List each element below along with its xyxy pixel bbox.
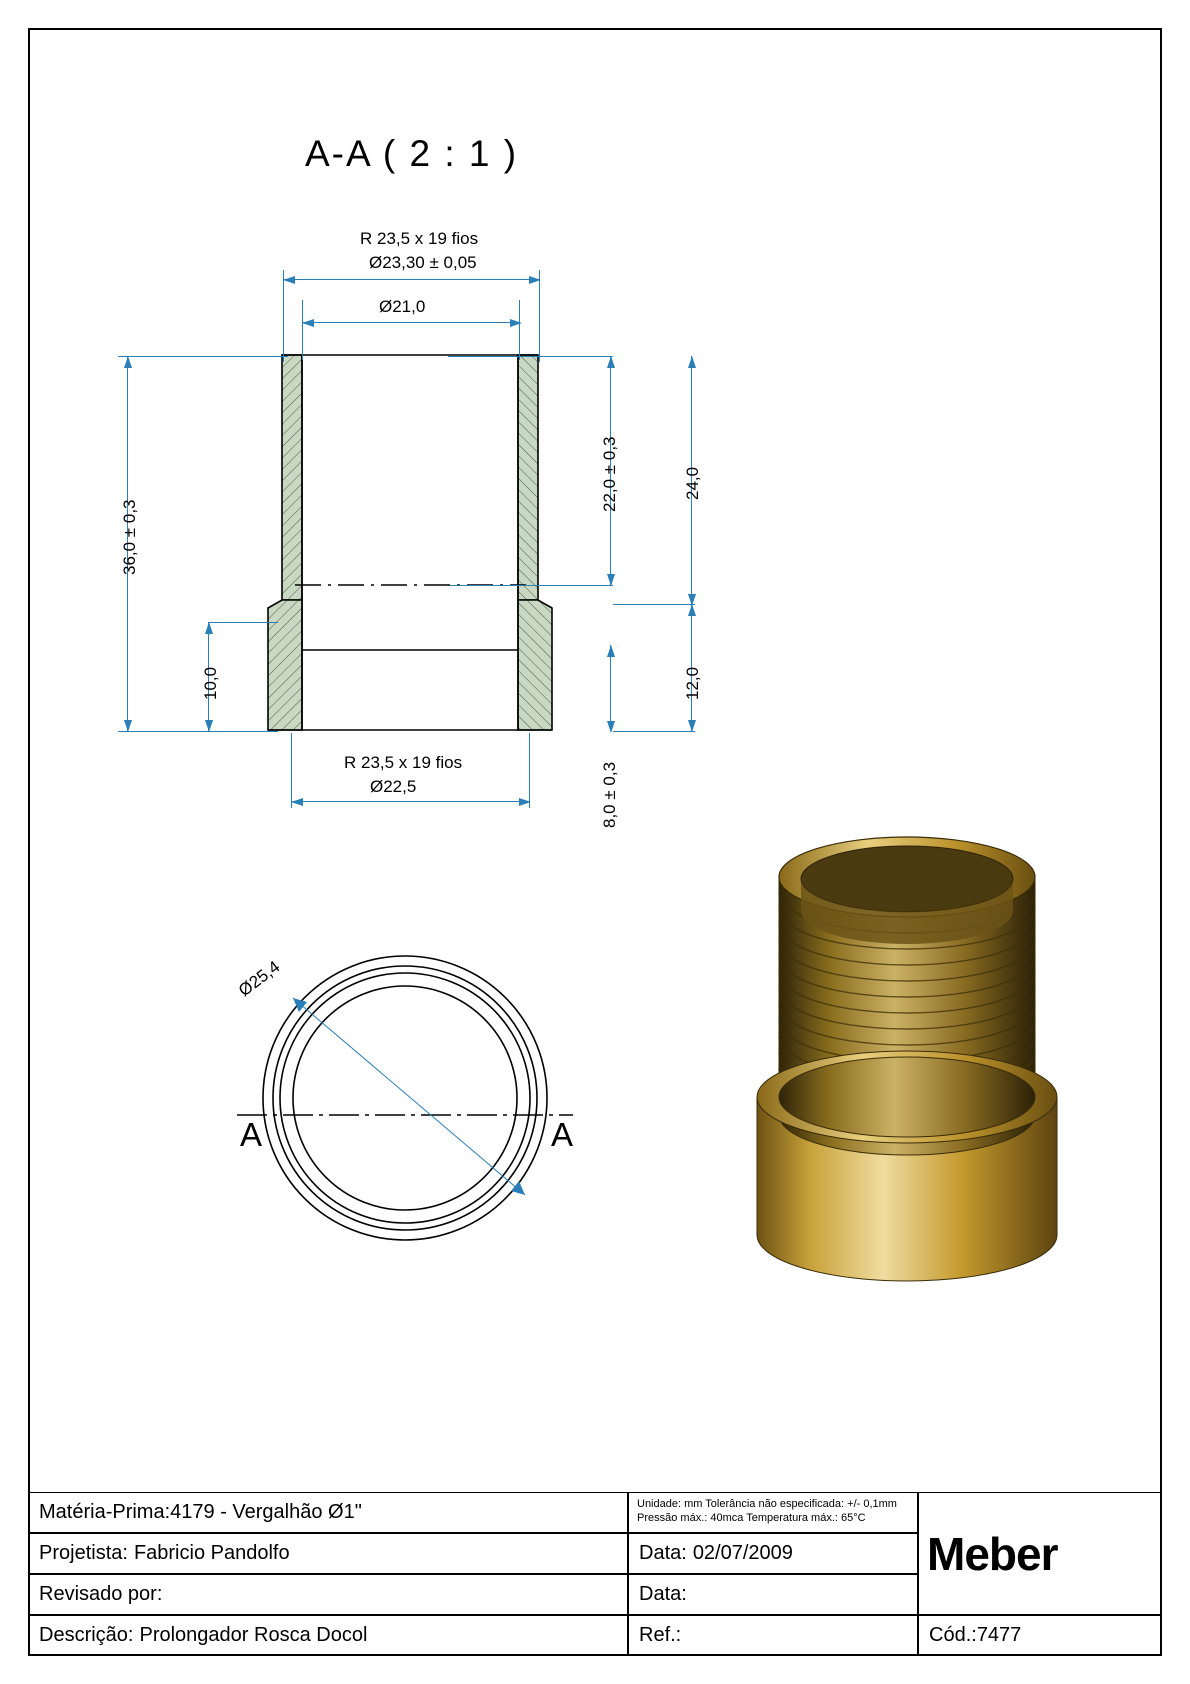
descricao-label: Descrição: [39,1624,134,1646]
materia-prima-row [28,1492,628,1533]
dim-10: 10,0 [201,666,220,700]
dim-arrows-od [279,272,545,288]
data1-label: Data: [639,1542,687,1564]
dim-thread-top-1: R 23,5 x 19 fios [360,229,479,248]
dim-bore-dia: Ø21,0 [379,297,426,316]
descricao-value: Prolongador Rosca Docol [139,1624,368,1646]
isometric-model [745,815,1075,1315]
data1-value: 02/07/2009 [692,1542,793,1564]
section-mark-right: A [551,1116,574,1153]
dim-thread-bottom-2: Ø22,5 [370,777,417,796]
dim-upper-thread-length: 22,0 ± 0,3 [600,436,619,512]
notes-cell [628,1492,918,1533]
projetista-value: Fabricio Pandolfo [133,1542,290,1564]
cod-row [918,1615,1162,1656]
title-block [28,1492,1162,1656]
brand-logo: Meber [927,1527,1058,1580]
ext-line [613,731,695,732]
cod-value: 7477 [976,1624,1022,1646]
data2-label: Data: [639,1583,687,1605]
data2-row [628,1574,918,1615]
ext-line [118,356,288,357]
dim-8: 8,0 ± 0,3 [600,761,619,828]
dim-overall-length: 36,0 ± 0,3 [120,499,139,575]
ext-line [450,585,613,586]
revisado-row [28,1574,628,1615]
dim-outer-dia: Ø25,4 [235,957,284,1001]
ref-row [628,1615,918,1656]
section-mark-left: A [240,1116,263,1153]
ext-line [613,604,695,605]
notes-line-2: Pressão máx.: 40mca Temperatura máx.: 65°C [637,1512,866,1524]
ext-line [208,622,278,623]
section-view-title: A-A ( 2 : 1 ) [305,133,519,174]
projetista-row [28,1533,628,1574]
descricao-row [28,1615,628,1656]
dim-24: 24,0 [683,466,702,500]
cod-label: Cód.: [929,1624,977,1646]
dim-thread-top-2: Ø23,30 ± 0,05 [369,253,477,272]
brand-cell [918,1492,1162,1615]
dim-12: 12,0 [683,666,702,700]
top-view-graphic [225,950,605,1250]
dim-thread-bottom-1: R 23,5 x 19 fios [344,753,463,772]
materia-prima-value: 4179 - Vergalhão Ø1" [170,1501,362,1523]
data1-row [628,1533,918,1574]
dim-arrows-bore [298,315,526,331]
revisado-label: Revisado por: [39,1583,163,1605]
materia-prima-label: Matéria-Prima: [39,1501,171,1523]
dim-arrows-8 [603,641,619,737]
ext-line [118,731,278,732]
projetista-label: Projetista: [39,1542,128,1564]
notes-line-1: Unidade: mm Tolerância não especificada: +/- 0,1mm [637,1498,897,1510]
ref-label: Ref.: [639,1624,682,1646]
ext-line [448,356,613,357]
